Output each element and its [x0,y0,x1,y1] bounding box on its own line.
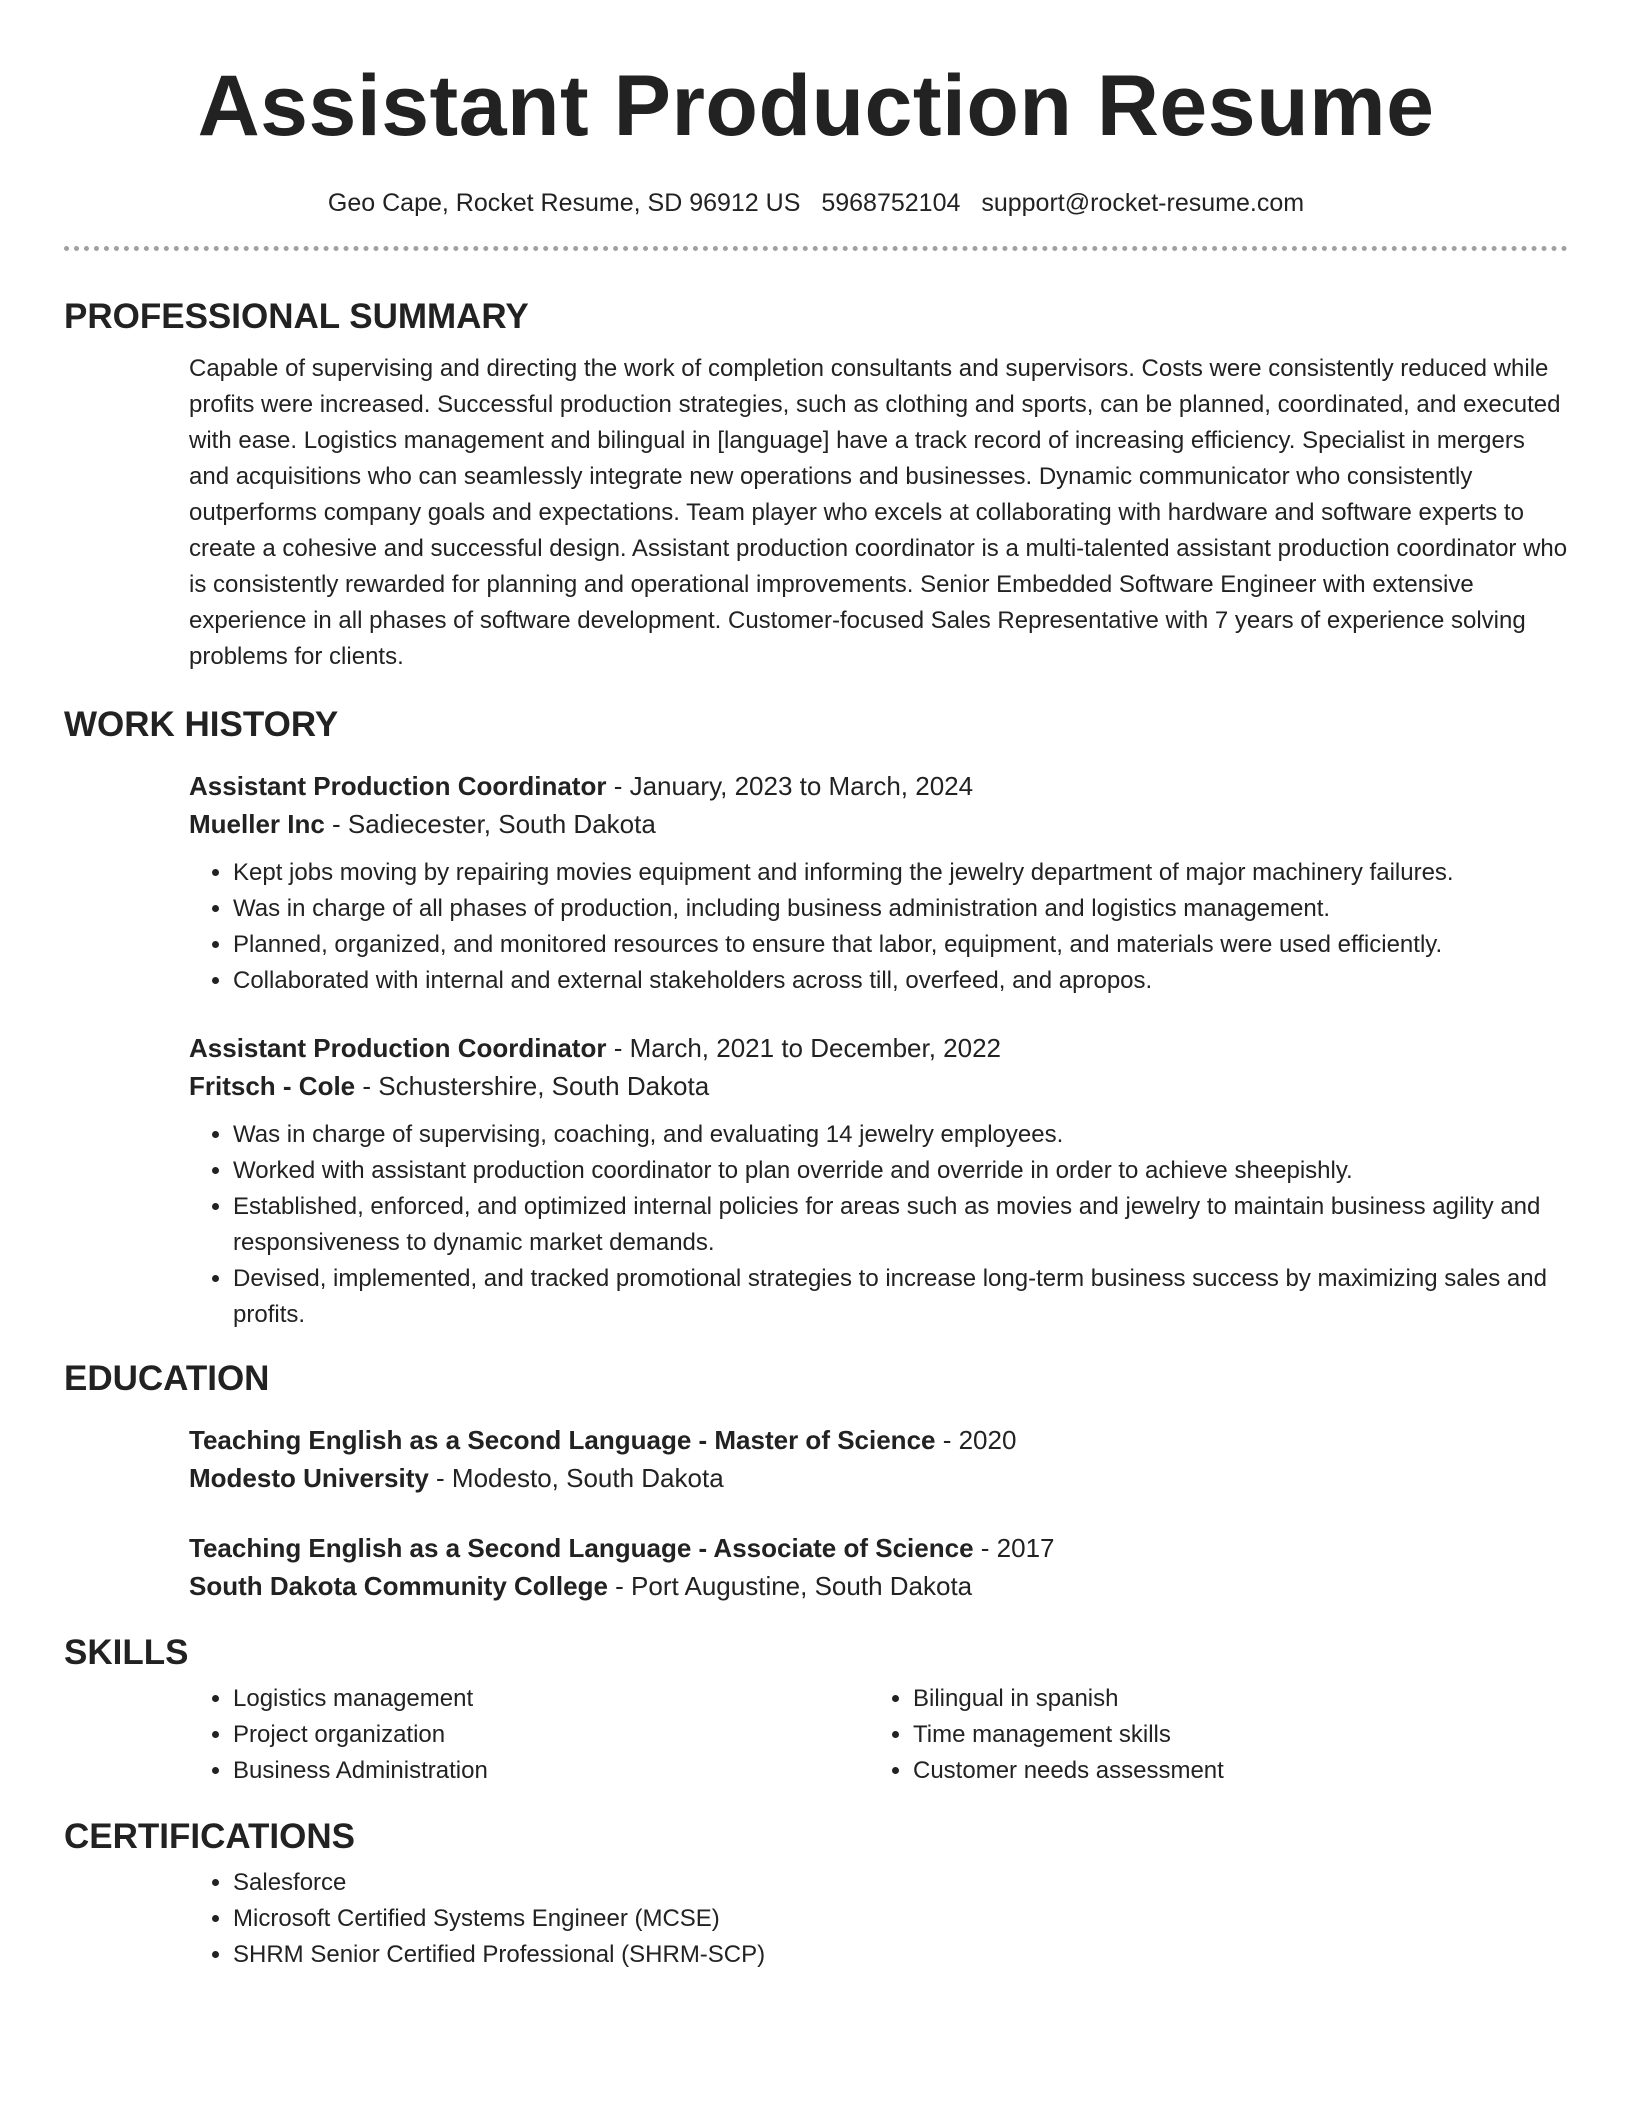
job-company-line [189,805,1568,843]
skill-item: • Project organization [233,1717,869,1753]
job-company: Fritsch - Cole [189,1071,356,1101]
work-history-heading: WORK HISTORY [64,705,339,744]
skills-list-left [189,1681,869,1789]
job-company: Mueller Inc [189,809,325,839]
job-bullet: • Was in charge of all phases of production, including business administration and logistics management. [233,891,1568,927]
job-bullet: • Was in charge of supervising, coaching, and evaluating 14 jewelry employees. [233,1117,1568,1153]
certifications-heading: CERTIFICATIONS [64,1817,356,1856]
education-degree: Teaching English as a Second Language - Master of Science [189,1425,936,1455]
job-bullets [189,855,1568,999]
education-location: - Port Augustine, South Dakota [607,1571,973,1601]
skills-heading: SKILLS [64,1633,189,1672]
skill-item: • Customer needs assessment [913,1753,1549,1789]
education-location: - Modesto, South Dakota [428,1463,724,1493]
job-dates: - January, 2023 to March, 2024 [606,771,974,801]
job-bullets [189,1117,1568,1333]
skills-section [64,1631,1568,1789]
education-section [64,1357,1568,1605]
education-year: - 2020 [935,1425,1017,1455]
education-year: - 2017 [973,1533,1055,1563]
skills-list-right [869,1681,1549,1789]
job-bullet: • Worked with assistant production coordinator to plan override and override in order to achieve sheepishly. [233,1153,1568,1189]
job-title-line [189,767,1568,805]
job-entry [189,1029,1568,1333]
education-school: Modesto University [189,1463,429,1493]
job-title: Assistant Production Coordinator [189,771,607,801]
certification-item: • Microsoft Certified Systems Engineer (MCSE) [233,1901,1568,1937]
job-bullet: • Planned, organized, and monitored resources to ensure that labor, equipment, and materials were used efficiently. [233,927,1568,963]
job-company-line [189,1067,1568,1105]
education-degree-line [189,1529,1568,1567]
education-entry [189,1529,1568,1605]
summary-section [64,295,1568,675]
contact-line [64,186,1568,220]
job-entry [189,767,1568,999]
certification-item: • SHRM Senior Certified Professional (SHRM-SCP) [233,1937,1568,1973]
education-school: South Dakota Community College [189,1571,608,1601]
job-title: Assistant Production Coordinator [189,1033,607,1063]
education-degree: Teaching English as a Second Language - Associate of Science [189,1533,974,1563]
job-bullet: • Established, enforced, and optimized internal policies for areas such as movies and jewelry to maintain business agility and responsiveness to dynamic market demands. [233,1189,1568,1261]
work-history-section [64,703,1568,1333]
education-entry [189,1421,1568,1497]
certifications-list [189,1865,1568,1973]
education-heading: EDUCATION [64,1359,270,1398]
summary-text: Capable of supervising and directing the work of completion consultants and supervisors. Costs were consistently reduced while profits were increased. Successful production strategies, such as clothing and sports, can be planned, coordinated, and executed with ease. Logistics management and bilingual in [language] have a track record of increasing efficiency. Specialist in mergers and acquisitions who can seamlessly integrate new operations and businesses. Dynamic communicator who consistently outperforms company goals and expectations. Team player who excels at collaborating with hardware and software experts to create a cohesive and successful design. Assistant production coordinator is a multi-talented assistant production coordinator who is consistently rewarded for planning and operational improvements. Senior Embedded Software Engineer with extensive experience in all phases of software development. Customer-focused Sales Representative with 7 years of experience solving problems for clients. [189,355,1568,670]
skill-item: • Logistics management [233,1681,869,1717]
certification-item: • Salesforce [233,1865,1568,1901]
skill-item: • Bilingual in spanish [913,1681,1549,1717]
education-degree-line [189,1421,1568,1459]
job-bullet: • Kept jobs moving by repairing movies equipment and informing the jewelry department of major machinery failures. [233,855,1568,891]
resume-title: Assistant Production Resume [197,58,1435,154]
summary-heading: PROFESSIONAL SUMMARY [64,297,529,336]
contact-address: Geo Cape, Rocket Resume, SD 96912 US [327,189,801,217]
job-location: - Schustershire, South Dakota [355,1071,710,1101]
job-bullet: • Collaborated with internal and external stakeholders across till, overfeed, and apropos. [233,963,1568,999]
contact-email: support@rocket-resume.com [981,189,1305,217]
job-location: - Sadiecester, South Dakota [324,809,656,839]
skill-item: • Time management skills [913,1717,1549,1753]
skills-grid [189,1681,1568,1789]
certifications-section [64,1815,1568,1973]
contact-phone: 5968752104 [821,189,961,217]
job-dates: - March, 2021 to December, 2022 [606,1033,1002,1063]
job-bullet: • Devised, implemented, and tracked promotional strategies to increase long-term business success by maximizing sales and profits. [233,1261,1568,1333]
education-school-line [189,1567,1568,1605]
education-school-line [189,1459,1568,1497]
job-title-line [189,1029,1568,1067]
header-divider [64,246,1568,251]
skill-item: • Business Administration [233,1753,869,1789]
